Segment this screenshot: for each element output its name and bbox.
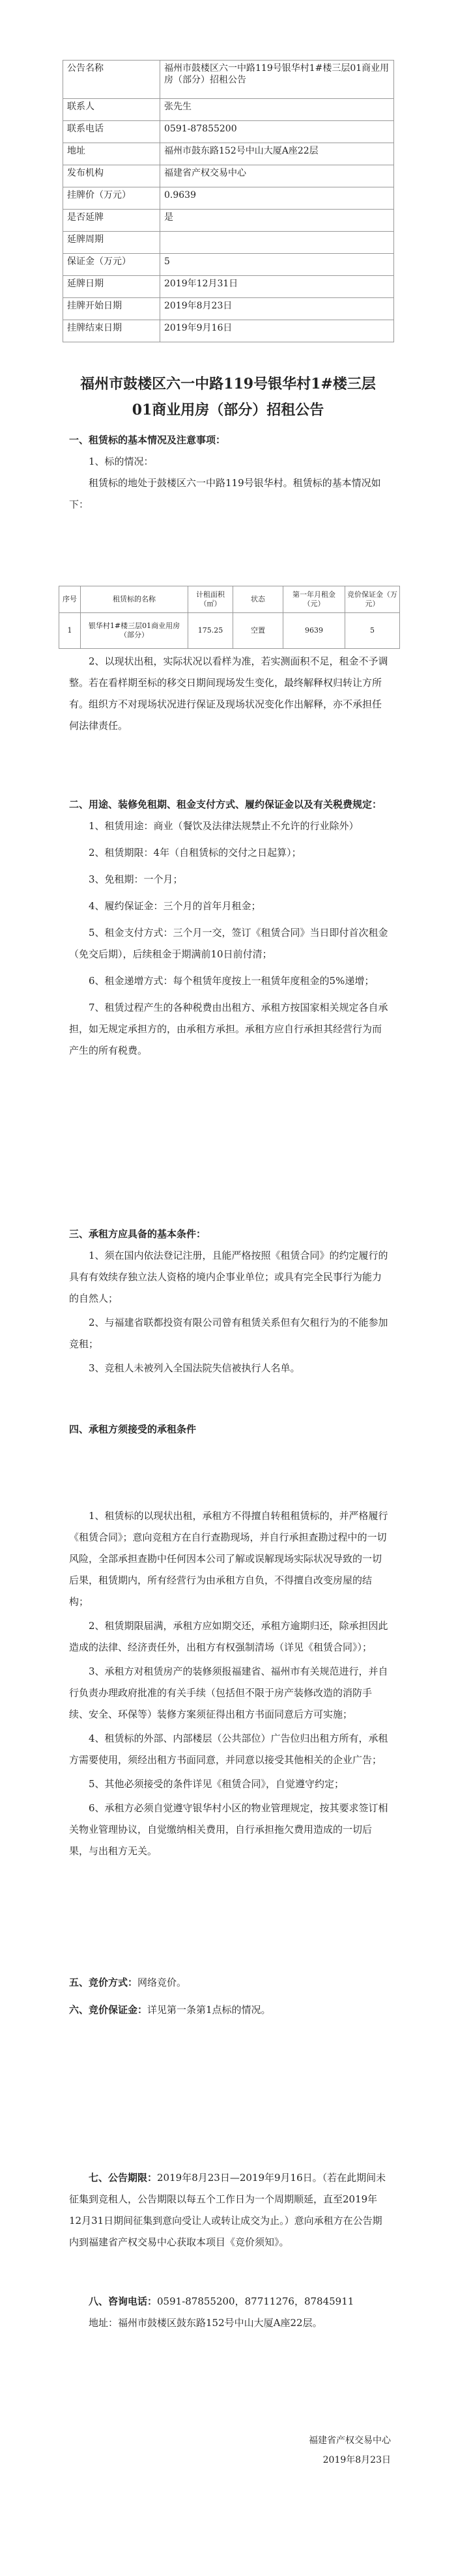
info-value: 2019年12月31日: [160, 276, 394, 298]
section-6-heading: 六、竞价保证金：: [69, 2004, 148, 2016]
section-3: [69, 1224, 388, 1382]
info-row: [63, 187, 394, 210]
signature-org: 福建省产权交易中心: [309, 2435, 391, 2446]
sec2-item: 2、租赁期限：4年（自租赁标的交付之日起算）；: [89, 847, 302, 858]
info-key: 挂牌结束日期: [63, 320, 160, 342]
sec2-item: 7、租赁过程产生的各种税费由出租方、承租方按国家相关规定各自承担，如无规定承担方的，由承租方承担。承租方应自行承担其经营行为而产生的所有税费。: [69, 1002, 388, 1056]
table-cell: 银华村1#楼三层01商业用房（部分）: [81, 613, 188, 649]
section-1: [69, 430, 388, 515]
info-value: [160, 232, 394, 254]
sec2-item: 1、租赁用途：商业（餐饮及法律法规禁止不允许的行业除外）: [89, 820, 359, 832]
section-8-heading: 八、咨询电话：: [89, 2295, 158, 2307]
sec4-item: 6、承租方必须自觉遵守银华村小区的物业管理规定，按其要求签订相关物业管理协议，自觉缴纳相关费用，自行承担拖欠费用造成的一切后果，与出租方无关。: [69, 1802, 388, 1857]
section-4: [69, 1419, 388, 1865]
section-5: [69, 1972, 388, 1994]
sec2-item: 4、履约保证金：三个月的首年月租金；: [89, 900, 261, 912]
sec4-item: 3、承租方对租赁房产的装修须报福建省、福州市有关规范进行，并自行负责办理政府批准的有关手续（包括但不限于房产装修改造的消防手续、安全、环保等）装修方案须征得出租方书面同意后方可实施；: [69, 1665, 388, 1720]
info-key: 联系电话: [63, 121, 160, 143]
section-6-value: 详见第一条第1点标的情况。: [147, 2004, 271, 2016]
address-value: 福州市鼓楼区鼓东路152号中山大厦A座22层。: [118, 2317, 322, 2329]
signature: [309, 2431, 391, 2470]
signature-date: 2019年8月23日: [322, 2455, 391, 2465]
sec4-item: 4、租赁标的外部、内部楼层（公共部位）广告位归出租方所有，承租方需要使用，须经出租方书面同意，并同意以接受其他相关的企业广告；: [69, 1733, 388, 1766]
header-cell: 计租面积（㎡）: [188, 586, 233, 613]
info-row: [63, 165, 394, 187]
info-row: [63, 99, 394, 121]
info-key: 公告名称: [63, 61, 160, 99]
header-cell: 第一年月租金（元）: [283, 586, 345, 613]
sec2-item: 6、租金递增方式：每个租赁年度按上一租赁年度租金的5%递增；: [89, 975, 375, 987]
info-key: 保证金（万元）: [63, 254, 160, 276]
section-2-heading: 二、用途、装修免租期、租金支付方式、履约保证金以及有关税费规定：: [69, 799, 382, 810]
sec4-item: 1、租赁标的以现状出租，承租方不得擅自转租租赁标的，并严格履行《租赁合同》；意向竞租方在自行查勘现场，并自行承担查勘过程中的一切风险，全部承担查勘中任何因本公司了解或误解现场实际状况导致的一切后果，租赁期内，所有经营行为由承租方自负，不得擅自改变房屋的结构；: [69, 1510, 388, 1608]
section-5-heading: 五、竞价方式：: [69, 1977, 138, 1988]
info-value: 5: [160, 254, 394, 276]
sec4-item: 5、其他必须接受的条件详见《租赁合同》，自觉遵守约定；: [89, 1778, 345, 1790]
section-7: [69, 2167, 388, 2253]
info-key: 延牌周期: [63, 232, 160, 254]
header-cell: 序号: [59, 586, 81, 613]
sec2-item: 5、租金支付方式：三个月一交，签订《租赁合同》当日即付首次租金（免交后期），后续租金于期满前10日前付清；: [69, 927, 388, 960]
info-value: 0.9639: [160, 187, 394, 210]
header-cell: 租赁标的名称: [81, 586, 188, 613]
table-cell: 5: [345, 613, 400, 649]
section-2: [69, 794, 388, 1067]
section-3-heading: 三、承租方应具备的基本条件：: [69, 1228, 207, 1240]
table-cell: 1: [59, 613, 81, 649]
info-key: 发布机构: [63, 165, 160, 187]
info-value: 福建省产权交易中心: [160, 165, 394, 187]
section-1-p1: 1、标的情况：: [89, 456, 154, 467]
section-8: [69, 2291, 388, 2334]
info-value: 张先生: [160, 99, 394, 121]
section-7-heading: 七、公告期限：: [89, 2172, 158, 2184]
sec3-item: 3、竞租人未被列入全国法院失信被执行人名单。: [89, 1362, 300, 1374]
info-row: [63, 276, 394, 298]
section-6: [69, 1999, 388, 2021]
info-row: [63, 320, 394, 342]
section-1-p2: 租赁标的地处于鼓楼区六一中路119号银华村。租赁标的基本情况如下：: [69, 477, 381, 510]
header-cell: 状态: [233, 586, 283, 613]
info-row: [63, 298, 394, 320]
address-label: 地址：: [89, 2317, 119, 2329]
info-row: [63, 210, 394, 232]
table-cell: 空置: [233, 613, 283, 649]
info-key: 地址: [63, 143, 160, 165]
section-7-value: 2019年8月23日—2019年9月16日。（若在此期间未征集到竞租人，公告期限以每五个工作日为一个周期顺延，直至2019年12月31日期间征集到意向受让人或转让成交为止。）意向承租方在公告期内到福建省产权交易中心获取本项目《竞价须知》。: [69, 2172, 386, 2248]
info-value: 福州市鼓东路152号中山大厦A座22层: [160, 143, 394, 165]
section-1-heading: 一、租赁标的基本情况及注意事项：: [69, 434, 226, 446]
property-table: [59, 586, 400, 649]
table-cell: 9639: [283, 613, 345, 649]
info-row: [63, 254, 394, 276]
section-1-note: [69, 651, 388, 737]
table-cell: 175.25: [188, 613, 233, 649]
table-row: [59, 613, 400, 649]
section-1-p3: 2、以现状出租，实际状况以看样为准，若实测面积不足，租金不予调整。若在看样期至标的移交日期间现场发生变化，最终解释权归转让方所有。组织方不对现场状况进行保证及现场状况变化作出解释，亦不承担任何法律责任。: [69, 655, 388, 732]
info-table: [63, 60, 394, 342]
info-row: [63, 61, 394, 99]
section-4-heading: 四、承租方须接受的承租条件: [69, 1423, 197, 1435]
info-key: 是否延牌: [63, 210, 160, 232]
sec2-item: 3、免租期：一个月；: [89, 873, 183, 885]
info-row: [63, 232, 394, 254]
header-cell: 竞价保证金（万元）: [345, 586, 400, 613]
info-value: 福州市鼓楼区六一中路119号银华村1#楼三层01商业用房（部分）招租公告: [160, 61, 394, 99]
info-key: 挂牌价（万元）: [63, 187, 160, 210]
property-table-header: [59, 586, 400, 613]
sec4-item: 2、租赁期限届满，承租方应如期交还，承租方逾期归还，除承担因此造成的法律、经济责任外，出租方有权强制清场（详见《租赁合同》）；: [69, 1620, 388, 1653]
info-value: 2019年9月16日: [160, 320, 394, 342]
info-value: 2019年8月23日: [160, 298, 394, 320]
sec3-item: 2、与福建省联都投资有限公司曾有租赁关系但有欠租行为的不能参加竞租；: [69, 1317, 388, 1350]
info-value: 是: [160, 210, 394, 232]
sec3-item: 1、须在国内依法登记注册，且能严格按照《租赁合同》的约定履行的具有有效续存独立法人资格的境内企事业单位；或具有完全民事行为能力的自然人；: [69, 1250, 388, 1304]
info-row: [63, 121, 394, 143]
info-value: 0591-87855200: [160, 121, 394, 143]
info-key: 延牌日期: [63, 276, 160, 298]
info-row: [63, 143, 394, 165]
phone-numbers: 0591-87855200，87711276，87845911: [157, 2295, 354, 2307]
section-5-value: 网络竞价。: [137, 1977, 187, 1988]
info-key: 联系人: [63, 99, 160, 121]
page-title: 福州市鼓楼区六一中路119号银华村1#楼三层01商业用房（部分）招租公告: [80, 376, 376, 418]
info-key: 挂牌开始日期: [63, 298, 160, 320]
